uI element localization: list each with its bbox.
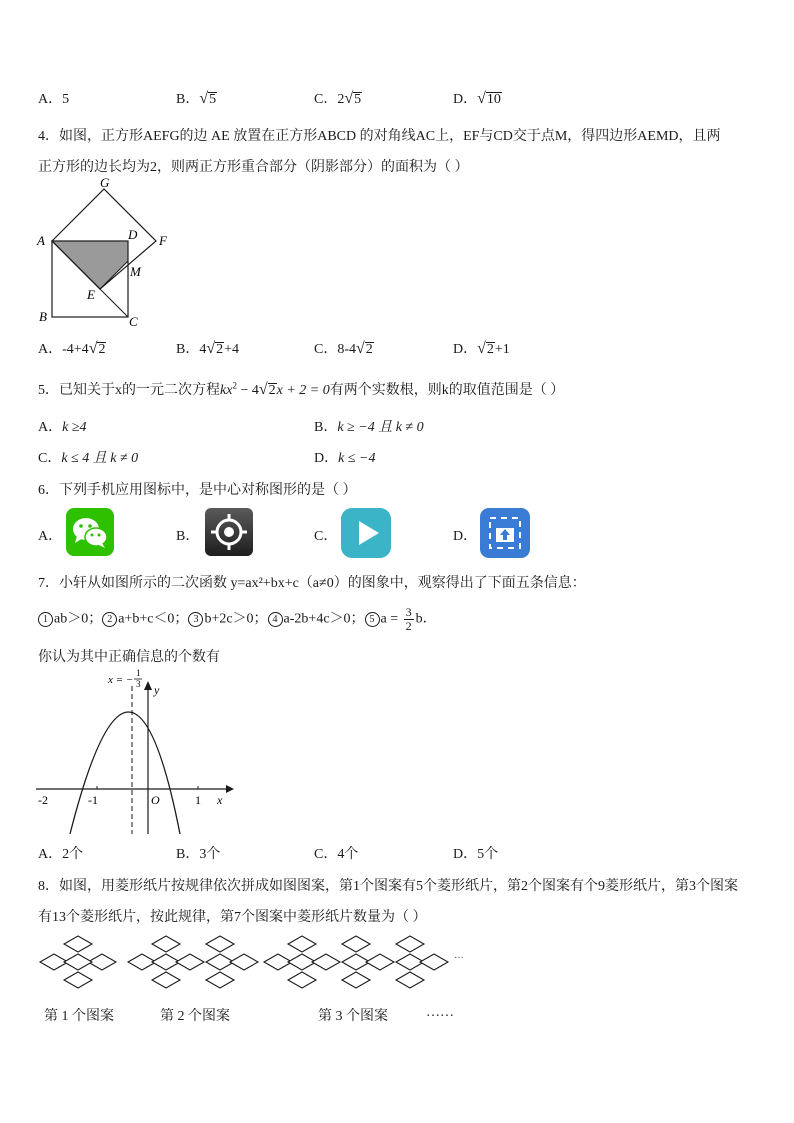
fact-number: 1 bbox=[38, 612, 53, 627]
fraction bbox=[404, 606, 414, 633]
fact-number: 3 bbox=[188, 612, 203, 627]
q5-stem-suffix: 有两个实数根，则k的取值范围是（ ） bbox=[329, 383, 565, 398]
fact-text: a-2b+4c＞0； bbox=[283, 611, 365, 627]
option-letter: C． bbox=[38, 451, 62, 466]
q7-option-d[interactable] bbox=[453, 843, 498, 863]
equation-term: kx bbox=[220, 383, 233, 398]
option-letter: D． bbox=[314, 451, 339, 466]
option-text: k ≤ 4 且 k ≠ 0 bbox=[61, 451, 139, 466]
option-letter: C． bbox=[314, 847, 338, 862]
play-icon[interactable] bbox=[341, 508, 391, 558]
equation-coef: − 4 bbox=[236, 383, 259, 398]
origin-label: O bbox=[151, 793, 160, 807]
coefficient: 2 bbox=[337, 92, 345, 107]
option-suffix: +1 bbox=[494, 342, 510, 357]
q4-option-c[interactable] bbox=[314, 338, 374, 358]
fact-text: ab＞0； bbox=[54, 611, 103, 627]
option-letter: B． bbox=[176, 342, 200, 357]
sqrt-sign: √ bbox=[356, 340, 365, 357]
q3-option-d[interactable] bbox=[453, 88, 502, 108]
q3-option-c[interactable] bbox=[314, 88, 362, 108]
option-prefix: 4 bbox=[199, 342, 207, 357]
pattern-ellipsis: …… bbox=[426, 1005, 454, 1020]
option-letter: D． bbox=[453, 847, 478, 862]
option-prefix: 8-4 bbox=[337, 342, 357, 357]
q8-stem-line-1: 8．如图，用菱形纸片按规律依次拼成如图图案，第1个图案有5个菱形纸片，第2个图案有个9菱形纸片，第3个图案 bbox=[38, 879, 738, 894]
label-b: B bbox=[39, 309, 47, 324]
sqrt-sign: √ bbox=[206, 340, 216, 357]
fact-text: a+b+c＜0； bbox=[118, 611, 189, 627]
q7-option-a[interactable] bbox=[38, 843, 83, 863]
option-letter: D． bbox=[453, 342, 478, 357]
q4-option-a[interactable] bbox=[38, 338, 106, 358]
option-letter: A． bbox=[38, 420, 63, 435]
radicand: 2 bbox=[268, 383, 276, 398]
label-c: C bbox=[129, 314, 138, 329]
option-text: 4个 bbox=[337, 847, 359, 862]
continuation-dots: ··· bbox=[454, 953, 464, 964]
option-letter: A． bbox=[38, 342, 63, 357]
option-letter: C． bbox=[314, 92, 338, 107]
q8-rhombus-patterns bbox=[36, 930, 476, 996]
fact-number: 2 bbox=[102, 612, 117, 627]
equation-exponent: 2 bbox=[232, 380, 237, 391]
fraction-denominator: 2 bbox=[405, 619, 412, 633]
q6-stem: 6．下列手机应用图标中，是中心对称图形的是（ ） bbox=[38, 483, 357, 498]
sqrt-sign: √ bbox=[344, 90, 354, 107]
pattern-2 bbox=[128, 936, 258, 988]
pattern-2-caption: 第 2 个图案 bbox=[160, 1009, 230, 1024]
q7-question: 你认为其中正确信息的个数有 bbox=[38, 650, 220, 665]
pattern-3-caption: 第 3 个图案 bbox=[318, 1009, 388, 1024]
sqrt-sign: √ bbox=[477, 340, 486, 357]
option-letter: C． bbox=[314, 342, 338, 357]
option-text: k ≤ −4 bbox=[338, 451, 376, 466]
q6-option-d-letter[interactable]: D． bbox=[453, 529, 478, 544]
q4-stem-line-2: 正方形的边长均为2，则两正方形重合部分（阴影部分）的面积为（ ） bbox=[38, 160, 469, 175]
q7-stem: 7．小轩从如图所示的二次函数 y=ax²+bx+c（a≠0）的图象中，观察得出了下面五条信息： bbox=[38, 576, 586, 591]
option-text: k ≥4 bbox=[62, 420, 87, 435]
radicand: 5 bbox=[209, 92, 217, 107]
sqrt-sign: √ bbox=[88, 340, 98, 357]
q4-square-figure bbox=[30, 175, 180, 330]
q6-option-a-letter[interactable]: A． bbox=[38, 529, 63, 544]
radicand: 2 bbox=[486, 342, 494, 357]
q5-stem bbox=[38, 379, 564, 399]
parabola-curve bbox=[70, 712, 180, 834]
radicand: 2 bbox=[98, 342, 106, 357]
radicand: 5 bbox=[354, 92, 362, 107]
option-letter: D． bbox=[453, 92, 478, 107]
location-target-icon[interactable] bbox=[205, 508, 253, 556]
label-e: E bbox=[87, 287, 95, 302]
fact-number: 4 bbox=[268, 612, 283, 627]
wechat-icon[interactable] bbox=[66, 508, 114, 556]
option-letter: B． bbox=[176, 847, 200, 862]
option-text: 2个 bbox=[62, 847, 84, 862]
pattern-1 bbox=[40, 936, 116, 988]
q4-option-b[interactable] bbox=[176, 338, 239, 358]
label-a: A bbox=[37, 233, 45, 248]
upload-frame-icon[interactable] bbox=[480, 508, 530, 558]
symmetry-label-den: 3 bbox=[136, 679, 141, 689]
tick-label: -2 bbox=[38, 793, 48, 807]
fact-text: b． bbox=[415, 611, 437, 627]
q4-stem-line-1: 4．如图，正方形AEFG的边 AE 放置在正方形ABCD 的对角线AC上，EF与CD交于点M，得四边形AEMD，且两 bbox=[38, 129, 721, 144]
q6-option-c-letter[interactable]: C． bbox=[314, 529, 338, 544]
q7-parabola-graph bbox=[30, 668, 240, 840]
q7-option-b[interactable] bbox=[176, 843, 220, 863]
q5-option-b[interactable] bbox=[314, 416, 424, 436]
option-text: 5个 bbox=[477, 847, 499, 862]
option-letter: A． bbox=[38, 847, 63, 862]
tick-label: -1 bbox=[88, 793, 98, 807]
q6-option-b-letter[interactable]: B． bbox=[176, 529, 200, 544]
sqrt-sign: √ bbox=[199, 90, 209, 107]
shaded-overlap-region bbox=[52, 241, 128, 289]
option-suffix: +4 bbox=[224, 342, 240, 357]
label-f: F bbox=[159, 233, 167, 248]
label-g: G bbox=[100, 175, 110, 190]
symmetry-label-num: 1 bbox=[136, 668, 141, 678]
sqrt-sign: √ bbox=[477, 90, 486, 107]
label-d: D bbox=[128, 227, 138, 242]
q3-option-a[interactable] bbox=[38, 88, 69, 108]
q5-option-a[interactable] bbox=[38, 416, 87, 436]
y-axis-label: y bbox=[154, 683, 160, 697]
q3-option-b[interactable] bbox=[176, 88, 217, 108]
equation-tail: x + 2 = 0 bbox=[276, 383, 330, 398]
x-axis-label: x bbox=[217, 793, 223, 807]
x-axis-arrow bbox=[226, 785, 234, 793]
radicand: 2 bbox=[365, 342, 373, 357]
q7-facts bbox=[38, 606, 437, 633]
option-letter: B． bbox=[314, 420, 338, 435]
option-letter: B． bbox=[176, 92, 200, 107]
y-axis-arrow bbox=[144, 681, 152, 690]
option-letter: A． bbox=[38, 92, 63, 107]
pattern-1-caption: 第 1 个图案 bbox=[44, 1009, 114, 1024]
sqrt-sign: √ bbox=[258, 381, 268, 398]
q5-stem-prefix: 5．已知关于x的一元二次方程 bbox=[38, 383, 220, 398]
option-text: k ≥ −4 且 k ≠ 0 bbox=[337, 420, 424, 435]
pattern-3 bbox=[264, 936, 448, 988]
option-prefix: -4+4 bbox=[62, 342, 89, 357]
tick-label: 1 bbox=[195, 793, 201, 807]
q5-option-c[interactable] bbox=[38, 447, 138, 467]
q4-option-d[interactable] bbox=[453, 338, 510, 358]
fraction-numerator: 3 bbox=[405, 605, 412, 619]
q7-option-c[interactable] bbox=[314, 843, 358, 863]
q8-stem-line-2: 有13个菱形纸片，按此规律，第7个图案中菱形纸片数量为（ ） bbox=[38, 910, 427, 925]
option-value: 5 bbox=[62, 92, 70, 107]
symmetry-label: x = − bbox=[108, 674, 134, 686]
option-text: 3个 bbox=[199, 847, 221, 862]
fact-text: a = bbox=[380, 611, 402, 627]
label-m: M bbox=[130, 264, 141, 279]
radicand: 10 bbox=[486, 92, 501, 107]
fact-number: 5 bbox=[365, 612, 380, 627]
radicand: 2 bbox=[216, 342, 224, 357]
q5-option-d[interactable] bbox=[314, 447, 375, 467]
fact-text: b+2c＞0； bbox=[204, 611, 268, 627]
